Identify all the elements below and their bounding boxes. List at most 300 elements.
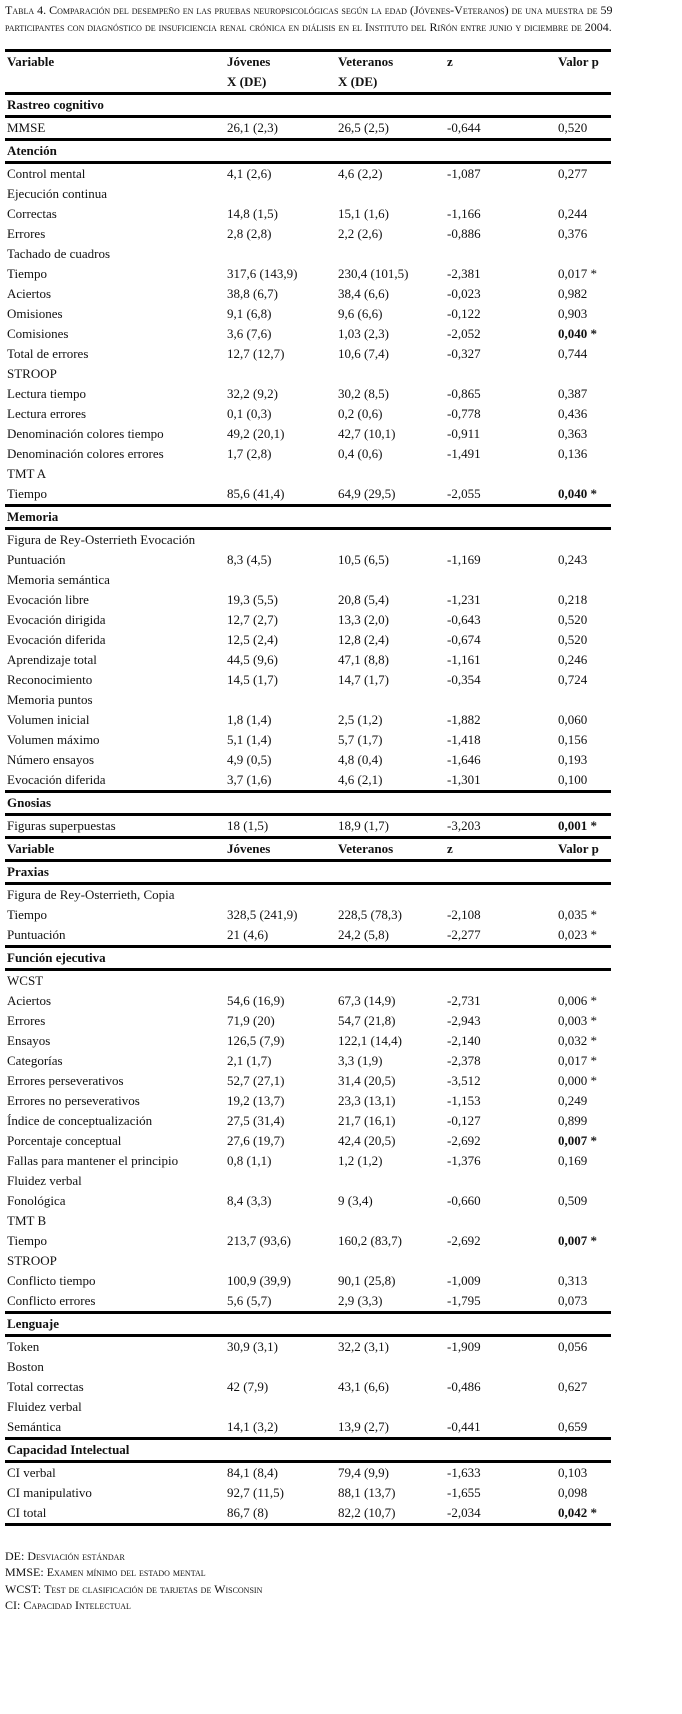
section-heading-row: [5, 94, 611, 117]
z-cell: -1,087: [447, 166, 481, 181]
section-heading-row: [5, 792, 611, 815]
table-row: [5, 163, 611, 185]
z-cell: -0,911: [447, 426, 481, 441]
jovenes-cell: 84,1 (8,4): [227, 1465, 278, 1480]
table-row: [5, 117, 611, 140]
footnote: [5, 1564, 682, 1580]
table-row: [5, 925, 611, 947]
column-subheader: X (DE): [336, 72, 445, 94]
z-cell: -0,122: [447, 306, 481, 321]
z-cell: -0,674: [447, 632, 481, 647]
table-row: [5, 1377, 611, 1397]
jovenes-cell: 52,7 (27,1): [227, 1073, 285, 1088]
footnote: [5, 1548, 682, 1564]
p-value-cell: 0,060: [558, 712, 588, 727]
z-cell: -0,354: [447, 672, 481, 687]
veteranos-cell: 88,1 (13,7): [338, 1485, 396, 1500]
table-row: [5, 1111, 611, 1131]
jovenes-cell: 328,5 (241,9): [227, 907, 298, 922]
p-value-cell: 0,017 *: [558, 266, 597, 281]
table-row: [5, 730, 611, 750]
table-row: [5, 1191, 611, 1211]
table-row: [5, 750, 611, 770]
jovenes-cell: 8,4 (3,3): [227, 1193, 272, 1208]
table-row: [5, 1151, 611, 1171]
table-row: [5, 815, 611, 838]
z-cell: -2,381: [447, 266, 481, 281]
p-value-cell: 0,244: [558, 206, 588, 221]
p-value-cell: 0,032 *: [558, 1033, 597, 1048]
group-label-row: [5, 1211, 611, 1231]
variable-cell: Lectura tiempo: [7, 386, 87, 401]
z-cell: -2,055: [447, 486, 481, 501]
p-value-cell: 0,007 *: [558, 1233, 597, 1248]
p-value-cell: 0,509: [558, 1193, 588, 1208]
table-row: [5, 630, 611, 650]
table-row: [5, 224, 611, 244]
p-value-cell: 0,035 *: [558, 907, 597, 922]
variable-cell: Tiempo: [7, 486, 47, 501]
veteranos-cell: 18,9 (1,7): [338, 818, 389, 833]
veteranos-cell: 122,1 (14,4): [338, 1033, 402, 1048]
jovenes-cell: 27,5 (31,4): [227, 1113, 285, 1128]
variable-cell: Errores: [7, 1013, 46, 1028]
veteranos-cell: 9,6 (6,6): [338, 306, 383, 321]
jovenes-cell: 5,1 (1,4): [227, 732, 272, 747]
p-value-cell: 0,007 *: [558, 1133, 597, 1148]
variable-cell: Token: [7, 1339, 40, 1354]
group-label-row: [5, 1171, 611, 1191]
variable-cell: Reconocimiento: [7, 672, 93, 687]
z-cell: -3,512: [447, 1073, 481, 1088]
veteranos-cell: 42,7 (10,1): [338, 426, 396, 441]
jovenes-cell: 85,6 (41,4): [227, 486, 285, 501]
variable-cell: Variable: [5, 838, 225, 861]
jovenes-cell: Jóvenes: [225, 838, 336, 861]
table-row: [5, 1483, 611, 1503]
z-cell: -2,692: [447, 1133, 481, 1148]
jovenes-cell: 12,5 (2,4): [227, 632, 278, 647]
variable-cell: Aciertos: [7, 993, 52, 1008]
p-value-cell: 0,006 *: [558, 993, 597, 1008]
section-heading-row: [5, 861, 611, 884]
z-cell: -2,277: [447, 927, 481, 942]
variable-cell: Conflicto errores: [7, 1293, 96, 1308]
variable-cell: Comisiones: [7, 326, 69, 341]
footnote-abbr: WCST:: [5, 1581, 42, 1596]
table-row: [5, 324, 611, 344]
group-label-row: [5, 1357, 611, 1377]
table-row: [5, 204, 611, 224]
veteranos-cell: 0,2 (0,6): [338, 406, 383, 421]
veteranos-cell: 1,2 (1,2): [338, 1153, 383, 1168]
variable-cell: Semántica: [7, 1419, 62, 1434]
veteranos-cell: 31,4 (20,5): [338, 1073, 396, 1088]
p-value-cell: 0,169: [558, 1153, 588, 1168]
group-label: Memoria semántica: [7, 572, 110, 587]
veteranos-cell: 10,5 (6,5): [338, 552, 389, 567]
z-cell: -1,795: [447, 1293, 481, 1308]
footnote-abbr: MMSE:: [5, 1565, 44, 1580]
variable-cell: Errores no perseverativos: [7, 1093, 140, 1108]
z-cell: -1,153: [447, 1093, 481, 1108]
jovenes-cell: 92,7 (11,5): [227, 1485, 284, 1500]
group-label: TMT B: [7, 1213, 47, 1228]
p-value-cell: 0,277: [558, 166, 588, 181]
z-cell: -1,376: [447, 1153, 481, 1168]
veteranos-cell: 26,5 (2,5): [338, 120, 389, 135]
jovenes-cell: 86,7 (8): [225, 1503, 336, 1525]
p-value-cell: Valor p: [556, 838, 611, 861]
variable-cell: Porcentaje conceptual: [7, 1133, 122, 1148]
p-value-cell: 0,056: [558, 1339, 588, 1354]
group-label-row: [5, 529, 611, 551]
p-value-cell: 0,313: [558, 1273, 588, 1288]
p-value-cell: 0,023 *: [558, 927, 597, 942]
veteranos-cell: 90,1 (25,8): [338, 1273, 396, 1288]
jovenes-cell: 12,7 (12,7): [227, 346, 285, 361]
table-row: [5, 590, 611, 610]
p-value-cell: 0,001 *: [558, 818, 597, 833]
group-label-row: [5, 1251, 611, 1271]
variable-cell: Puntuación: [7, 552, 66, 567]
section-heading: Memoria: [5, 506, 611, 529]
z-cell: -1,418: [447, 732, 481, 747]
veteranos-cell: 10,6 (7,4): [338, 346, 389, 361]
variable-cell: Lectura errores: [7, 406, 87, 421]
veteranos-cell: 21,7 (16,1): [338, 1113, 396, 1128]
veteranos-cell: 5,7 (1,7): [338, 732, 383, 747]
jovenes-cell: 8,3 (4,5): [227, 552, 272, 567]
column-subheader: [445, 72, 556, 94]
section-heading-row: [5, 947, 611, 970]
variable-cell: Tiempo: [7, 266, 47, 281]
group-label-row: [5, 364, 611, 384]
p-value-cell: 0,246: [558, 652, 588, 667]
p-value-cell: 0,436: [558, 406, 588, 421]
veteranos-cell: 67,3 (14,9): [338, 993, 396, 1008]
z-cell: -1,491: [447, 446, 481, 461]
jovenes-cell: 32,2 (9,2): [227, 386, 278, 401]
p-value-cell: 0,003 *: [558, 1013, 597, 1028]
z-cell: -0,127: [447, 1113, 481, 1128]
jovenes-cell: 38,8 (6,7): [227, 286, 278, 301]
group-label: STROOP: [7, 366, 57, 381]
veteranos-cell: 13,9 (2,7): [338, 1419, 389, 1434]
group-label-row: [5, 244, 611, 264]
table-row: [5, 550, 611, 570]
p-value-cell: 0,520: [558, 612, 588, 627]
p-value-cell: 0,724: [558, 672, 588, 687]
veteranos-cell: 228,5 (78,3): [338, 907, 402, 922]
veteranos-cell: 12,8 (2,4): [338, 632, 389, 647]
variable-cell: Omisiones: [7, 306, 63, 321]
z-cell: -2,034: [445, 1503, 556, 1525]
jovenes-cell: 4,9 (0,5): [227, 752, 272, 767]
group-label-row: [5, 184, 611, 204]
veteranos-cell: 79,4 (9,9): [338, 1465, 389, 1480]
table-row: [5, 670, 611, 690]
table-row: [5, 484, 611, 506]
veteranos-cell: 32,2 (3,1): [338, 1339, 389, 1354]
jovenes-cell: 18 (1,5): [227, 818, 269, 833]
variable-cell: CI total: [5, 1503, 225, 1525]
p-value-cell: 0,659: [558, 1419, 588, 1434]
results-table: [5, 49, 611, 1526]
table-subheader-row: [5, 72, 611, 94]
z-cell: -1,655: [447, 1485, 481, 1500]
z-cell: -3,203: [447, 818, 481, 833]
jovenes-cell: 4,1 (2,6): [227, 166, 272, 181]
variable-cell: Índice de conceptualización: [7, 1113, 153, 1128]
group-label: Fluidez verbal: [7, 1173, 82, 1188]
table-row: [5, 1051, 611, 1071]
p-value-cell: 0,193: [558, 752, 588, 767]
section-heading: Función ejecutiva: [5, 947, 611, 970]
jovenes-cell: 0,1 (0,3): [227, 406, 272, 421]
variable-cell: Categorías: [7, 1053, 63, 1068]
column-subheader: X (DE): [225, 72, 336, 94]
column-subheader: [5, 72, 225, 94]
z-cell: -2,943: [447, 1013, 481, 1028]
z-cell: -0,660: [447, 1193, 481, 1208]
section-heading: Rastreo cognitivo: [5, 94, 611, 117]
p-value-cell: 0,156: [558, 732, 588, 747]
variable-cell: Errores perseverativos: [7, 1073, 124, 1088]
p-value-cell: 0,100: [558, 772, 588, 787]
footnote-text: Examen mínimo del estado mental: [46, 1565, 206, 1580]
jovenes-cell: 1,7 (2,8): [227, 446, 272, 461]
variable-cell: Denominación colores errores: [7, 446, 164, 461]
table-row: [5, 710, 611, 730]
p-value-cell: 0,744: [558, 346, 588, 361]
variable-cell: Evocación diferida: [7, 632, 106, 647]
variable-cell: Evocación dirigida: [7, 612, 106, 627]
veteranos-cell: 20,8 (5,4): [338, 592, 389, 607]
jovenes-cell: 2,8 (2,8): [227, 226, 272, 241]
variable-cell: Evocación libre: [7, 592, 89, 607]
table-caption: Tabla 4. Comparación del desempeño en las pruebas neuropsicológicas según la edad (Jóvenes-Veteranos) de una muestra de 59 participantes con diagnóstico de insuficiencia renal crónica en diálisis en el Instituto del Riñón entre junio y diciembre de 2004.: [5, 3, 613, 34]
z-cell: -1,169: [447, 552, 481, 567]
table-row: [5, 1071, 611, 1091]
z-cell: -0,486: [447, 1379, 481, 1394]
z-cell: -1,161: [447, 652, 481, 667]
veteranos-cell: 230,4 (101,5): [338, 266, 409, 281]
jovenes-cell: 42 (7,9): [227, 1379, 269, 1394]
jovenes-cell: 5,6 (5,7): [227, 1293, 272, 1308]
jovenes-cell: 0,8 (1,1): [227, 1153, 272, 1168]
table-row: [5, 1291, 611, 1313]
z-cell: -0,886: [447, 226, 481, 241]
jovenes-cell: 9,1 (6,8): [227, 306, 272, 321]
veteranos-cell: 2,9 (3,3): [338, 1293, 383, 1308]
jovenes-cell: 27,6 (19,7): [227, 1133, 285, 1148]
group-label: Tachado de cuadros: [7, 246, 111, 261]
table-row: [5, 384, 611, 404]
table-row: [5, 1011, 611, 1031]
p-value-cell: 0,899: [558, 1113, 588, 1128]
veteranos-cell: 1,03 (2,3): [338, 326, 389, 341]
p-value-cell: 0,982: [558, 286, 588, 301]
column-header: Veteranos: [336, 51, 445, 73]
footnote: [5, 1581, 682, 1597]
p-value-cell: 0,103: [558, 1465, 588, 1480]
veteranos-cell: 3,3 (1,9): [338, 1053, 383, 1068]
section-heading-row: [5, 140, 611, 163]
p-value-cell: 0,249: [558, 1093, 588, 1108]
group-label-row: [5, 464, 611, 484]
p-value-cell: 0,040 *: [558, 486, 597, 501]
veteranos-cell: 4,6 (2,1): [338, 772, 383, 787]
veteranos-cell: 2,5 (1,2): [338, 712, 383, 727]
section-heading: Lenguaje: [5, 1313, 611, 1336]
z-cell: z: [445, 838, 556, 861]
table-row: [5, 1336, 611, 1358]
z-cell: -2,108: [447, 907, 481, 922]
table-row: [5, 444, 611, 464]
group-label-row: [5, 690, 611, 710]
z-cell: -0,441: [447, 1419, 481, 1434]
table-row: [5, 1091, 611, 1111]
jovenes-cell: 30,9 (3,1): [227, 1339, 278, 1354]
z-cell: -2,731: [447, 993, 481, 1008]
column-header: Valor p: [556, 51, 611, 73]
p-value-cell: 0,387: [558, 386, 588, 401]
veteranos-cell: 14,7 (1,7): [338, 672, 389, 687]
group-label-row: [5, 884, 611, 906]
footnote-abbr: CI:: [5, 1597, 21, 1612]
jovenes-cell: 44,5 (9,6): [227, 652, 278, 667]
table-row: [5, 610, 611, 630]
veteranos-cell: 54,7 (21,8): [338, 1013, 396, 1028]
z-cell: -2,140: [447, 1033, 481, 1048]
group-label-row: [5, 570, 611, 590]
variable-cell: Control mental: [7, 166, 86, 181]
section-heading-row: [5, 506, 611, 529]
veteranos-cell: 4,6 (2,2): [338, 166, 383, 181]
group-label-row: [5, 970, 611, 992]
jovenes-cell: 14,1 (3,2): [227, 1419, 278, 1434]
p-value-cell: 0,903: [558, 306, 588, 321]
p-value-cell: 0,520: [558, 120, 588, 135]
group-label: WCST: [7, 973, 44, 988]
section-heading-row: [5, 1313, 611, 1336]
variable-cell: MMSE: [7, 120, 46, 135]
jovenes-cell: 317,6 (143,9): [227, 266, 298, 281]
variable-cell: Conflicto tiempo: [7, 1273, 96, 1288]
variable-cell: Errores: [7, 226, 46, 241]
section-heading-row: [5, 1439, 611, 1462]
veteranos-cell: 2,2 (2,6): [338, 226, 383, 241]
group-label: TMT A: [7, 466, 47, 481]
column-header: Jóvenes: [225, 51, 336, 73]
table-row: [5, 1503, 611, 1525]
z-cell: -1,166: [447, 206, 481, 221]
variable-cell: Correctas: [7, 206, 57, 221]
variable-cell: Volumen inicial: [7, 712, 90, 727]
veteranos-cell: 24,2 (5,8): [338, 927, 389, 942]
jovenes-cell: 49,2 (20,1): [227, 426, 285, 441]
section-heading: Atención: [5, 140, 611, 163]
variable-cell: Tiempo: [7, 1233, 47, 1248]
variable-cell: Total de errores: [7, 346, 89, 361]
variable-cell: Evocación diferida: [7, 772, 106, 787]
p-value-cell: 0,017 *: [558, 1053, 597, 1068]
veteranos-cell: 13,3 (2,0): [338, 612, 389, 627]
z-cell: -0,327: [447, 346, 481, 361]
section-heading: Praxias: [5, 861, 611, 884]
z-cell: -0,644: [447, 120, 481, 135]
p-value-cell: 0,000 *: [558, 1073, 597, 1088]
jovenes-cell: 126,5 (7,9): [227, 1033, 285, 1048]
z-cell: -0,023: [447, 286, 481, 301]
table-row: [5, 1031, 611, 1051]
veteranos-cell: 43,1 (6,6): [338, 1379, 389, 1394]
table-row: [5, 1462, 611, 1484]
p-value-cell: 0,218: [558, 592, 588, 607]
jovenes-cell: 19,3 (5,5): [227, 592, 278, 607]
group-label: Memoria puntos: [7, 692, 93, 707]
veteranos-cell: 38,4 (6,6): [338, 286, 389, 301]
jovenes-cell: 71,9 (20): [227, 1013, 275, 1028]
veteranos-cell: 4,8 (0,4): [338, 752, 383, 767]
p-value-cell: 0,376: [558, 226, 588, 241]
jovenes-cell: 14,5 (1,7): [227, 672, 278, 687]
z-cell: -1,646: [447, 752, 481, 767]
table-row: [5, 424, 611, 444]
veteranos-cell: Veteranos: [336, 838, 445, 861]
variable-cell: Aciertos: [7, 286, 52, 301]
column-header: Variable: [5, 51, 225, 73]
z-cell: -1,882: [447, 712, 481, 727]
variable-cell: Ensayos: [7, 1033, 51, 1048]
jovenes-cell: 54,6 (16,9): [227, 993, 285, 1008]
veteranos-cell: 15,1 (1,6): [338, 206, 389, 221]
table-row: [5, 264, 611, 284]
table-row: [5, 284, 611, 304]
z-cell: -1,231: [447, 592, 481, 607]
variable-cell: Tiempo: [7, 907, 47, 922]
jovenes-cell: 19,2 (13,7): [227, 1093, 285, 1108]
z-cell: -2,692: [447, 1233, 481, 1248]
z-cell: -0,778: [447, 406, 481, 421]
footnotes: [5, 1548, 682, 1613]
group-label: Fluidez verbal: [7, 1399, 82, 1414]
variable-cell: Volumen máximo: [7, 732, 100, 747]
veteranos-cell: 30,2 (8,5): [338, 386, 389, 401]
footnote-text: Test de clasificación de tarjetas de Wisconsin: [44, 1581, 263, 1596]
veteranos-cell: 42,4 (20,5): [338, 1133, 396, 1148]
jovenes-cell: 12,7 (2,7): [227, 612, 278, 627]
veteranos-cell: 0,4 (0,6): [338, 446, 383, 461]
table-row: [5, 905, 611, 925]
jovenes-cell: 3,6 (7,6): [227, 326, 272, 341]
jovenes-cell: 213,7 (93,6): [227, 1233, 291, 1248]
jovenes-cell: 26,1 (2,3): [227, 120, 278, 135]
footnote-text: Capacidad Intelectual: [23, 1597, 131, 1612]
table-row: [5, 991, 611, 1011]
p-value-cell: 0,136: [558, 446, 588, 461]
group-label: Boston: [7, 1359, 44, 1374]
variable-cell: Total correctas: [7, 1379, 84, 1394]
p-value-cell: 0,243: [558, 552, 588, 567]
column-subheader: [556, 72, 611, 94]
repeated-header-row: [5, 838, 611, 861]
variable-cell: Puntuación: [7, 927, 66, 942]
table-row: [5, 1417, 611, 1439]
table-row: [5, 1231, 611, 1251]
z-cell: -2,378: [447, 1053, 481, 1068]
